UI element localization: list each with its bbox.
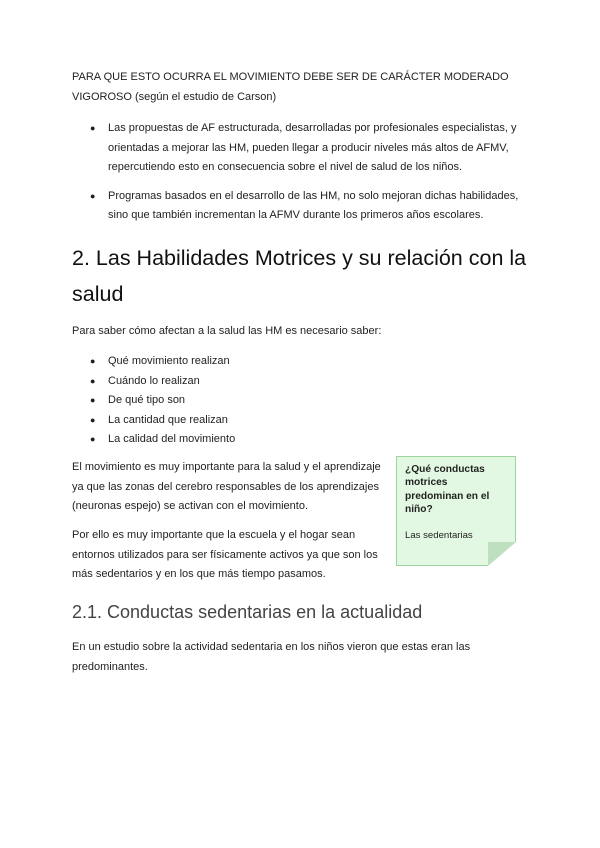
section-heading: 2. Las Habilidades Motrices y su relación con la salud [72, 246, 527, 306]
sticky-note [396, 456, 516, 566]
bullet-icon: ● [90, 375, 96, 386]
bullet-icon: ● [90, 434, 96, 444]
subsection-heading: 2.1. Conductas sedentarias en la actualidad [72, 602, 423, 622]
bullet-icon: ● [90, 123, 96, 133]
list-item-text: Cuándo lo realizan [108, 374, 200, 387]
list-item [72, 391, 372, 411]
list-item-text: Programas basados en el desarrollo de las HM, no solo mejoran dichas habilidades, sino que también incrementan la AFMV durante los primeros años escolares. [108, 189, 519, 221]
bullet-icon: ● [90, 414, 96, 425]
list-item [72, 430, 372, 450]
list-item [72, 372, 372, 392]
list-item [72, 119, 532, 178]
list-item-text: La calidad del movimiento [108, 433, 236, 445]
intro-paragraph [72, 68, 532, 107]
list-item [72, 411, 372, 431]
list-item-text: Qué movimiento realizan [108, 355, 230, 367]
bullet-icon: ● [90, 395, 96, 405]
list-item [72, 352, 372, 372]
intro-line-2: VIGOROSO (según el estudio de Carson) [72, 90, 277, 103]
list-item-text: La cantidad que realizan [108, 413, 228, 426]
note-question: ¿Qué conductas motrices predominan en el niño? [405, 464, 490, 516]
bullet-icon: ● [90, 356, 96, 366]
page-curl-icon [488, 542, 516, 566]
body-paragraph: En un estudio sobre la actividad sedentaria en los niños vieron que estas eran las predominantes. [72, 641, 471, 673]
questions-list [72, 352, 372, 450]
list-item [72, 187, 532, 226]
list-item-text: De qué tipo son [108, 394, 186, 406]
list-item-text: Las propuestas de AF estructurada, desarrolladas por profesionales especialistas, y orientadas a mejorar las HM, pueden llegar a producir niveles más altos de AFMV, repercutiendo esto en consecuencia sobre el nivel de salud de los niños. [108, 122, 517, 173]
section-lead-paragraph: Para saber cómo afectan a la salud las HM es necesario saber: [72, 325, 382, 337]
bullet-icon: ● [90, 190, 96, 201]
note-answer: Las sedentarias [405, 529, 473, 541]
body-paragraph: El movimiento es muy importante para la salud y el aprendizaje ya que las zonas del cerebro responsables de los aprendizajes (neuronas espejo) se activan con el movimiento. [72, 461, 381, 512]
intro-line-1: PARA QUE ESTO OCURRA EL MOVIMIENTO DEBE SER DE CARÁCTER MODERADO [72, 71, 509, 83]
body-paragraph: Por ello es muy importante que la escuela y el hogar sean entornos utilizados para ser físicamente activos ya que son los más sedentarios y en los que más tiempo pasamos. [72, 529, 378, 580]
benefits-list [72, 119, 532, 235]
